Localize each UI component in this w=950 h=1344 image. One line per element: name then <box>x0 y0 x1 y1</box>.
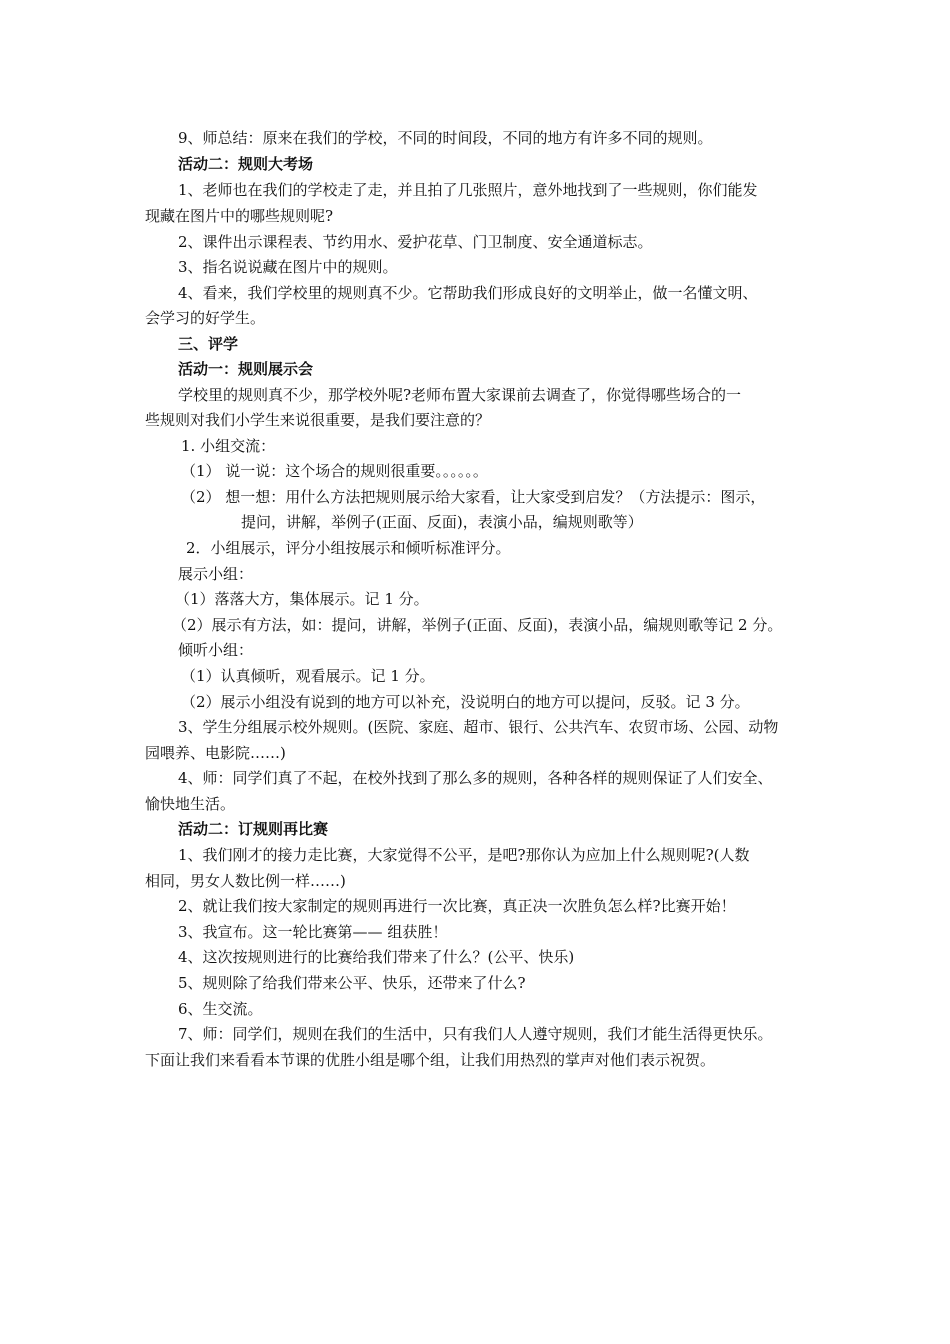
text-line: 4、看来，我们学校里的规则真不少。它帮助我们形成良好的文明举止，做一名懂文明、 <box>178 284 758 302</box>
text-line: 愉快地生活。 <box>145 795 236 813</box>
section-heading: 活动二：规则大考场 <box>178 155 314 173</box>
text-line: 4、这次按规则进行的比赛给我们带来了什么？(公平、快乐) <box>178 948 575 966</box>
text-line: 下面让我们来看看本节课的优胜小组是哪个组，让我们用热烈的掌声对他们表示祝贺。 <box>145 1051 716 1069</box>
text-line: （1）认真倾听，观看展示。记 1 分。 <box>181 667 435 685</box>
section-heading: 活动二：订规则再比赛 <box>178 820 329 838</box>
section-heading: 三、评学 <box>178 335 239 353</box>
text-line: 2．小组展示，评分小组按展示和倾听标准评分。 <box>186 539 511 557</box>
text-line: 些规则对我们小学生来说很重要，是我们要注意的？ <box>145 411 491 429</box>
text-line: 相同，男女人数比例一样……) <box>145 872 346 890</box>
text-line: 1、老师也在我们的学校走了走，并且拍了几张照片，意外地找到了一些规则，你们能发 <box>178 181 758 199</box>
text-line: 3、指名说说藏在图片中的规则。 <box>178 258 398 276</box>
text-line: 1、我们刚才的接力走比赛，大家觉得不公平，是吧?那你认为应加上什么规则呢?(人数 <box>178 846 750 864</box>
text-line: 会学习的好学生。 <box>145 309 266 327</box>
section-heading: 活动一：规则展示会 <box>178 360 314 378</box>
text-line: （2） 想一想：用什么方法把规则展示给大家看，让大家受到启发？（方法提示：图示， <box>181 488 766 506</box>
text-line: 5、规则除了给我们带来公平、快乐，还带来了什么? <box>178 974 526 992</box>
text-line: 4、师：同学们真了不起，在校外找到了那么多的规则，各种各样的规则保证了人们安全、 <box>178 769 773 787</box>
text-line: 1. 小组交流： <box>181 437 276 455</box>
text-line: 园喂养、电影院……) <box>145 744 286 762</box>
text-line: 现藏在图片中的哪些规则呢? <box>145 207 334 225</box>
text-line: （2）展示小组没有说到的地方可以补充，没说明白的地方可以提问，反驳。记 3 分。 <box>181 693 750 711</box>
text-line: 2、就让我们按大家制定的规则再进行一次比赛，真正决一次胜负怎么样?比赛开始！ <box>178 897 736 915</box>
text-line: 7、师：同学们，规则在我们的生活中，只有我们人人遵守规则，我们才能生活得更快乐。 <box>178 1025 773 1043</box>
text-line: （2）展示有方法，如：提问，讲解，举例子(正面、反面)，表演小品，编规则歌等记 2 分。 <box>172 616 783 634</box>
text-line: 倾听小组： <box>178 641 254 659</box>
text-line: 6、生交流。 <box>178 1000 263 1018</box>
text-line: 9、师总结：原来在我们的学校，不同的时间段，不同的地方有许多不同的规则。 <box>178 129 713 147</box>
text-line: 展示小组： <box>178 565 254 583</box>
text-line: （1）落落大方，集体展示。记 1 分。 <box>175 590 429 608</box>
text-line: 2、课件出示课程表、节约用水、爱护花草、门卫制度、安全通道标志。 <box>178 233 653 251</box>
text-line: 学校里的规则真不少，那学校外呢?老师布置大家课前去调查了，你觉得哪些场合的一 <box>178 386 742 404</box>
text-line: （1） 说一说：这个场合的规则很重要。。。。。。 <box>181 462 488 480</box>
text-line: 3、我宣布。这一轮比赛第—— 组获胜！ <box>178 923 448 941</box>
text-line: 提问，讲解，举例子(正面、反面)，表演小品，编规则歌等） <box>241 513 643 531</box>
text-line: 3、学生分组展示校外规则。(医院、家庭、超市、银行、公共汽车、农贸市场、公园、动物 <box>178 718 779 736</box>
